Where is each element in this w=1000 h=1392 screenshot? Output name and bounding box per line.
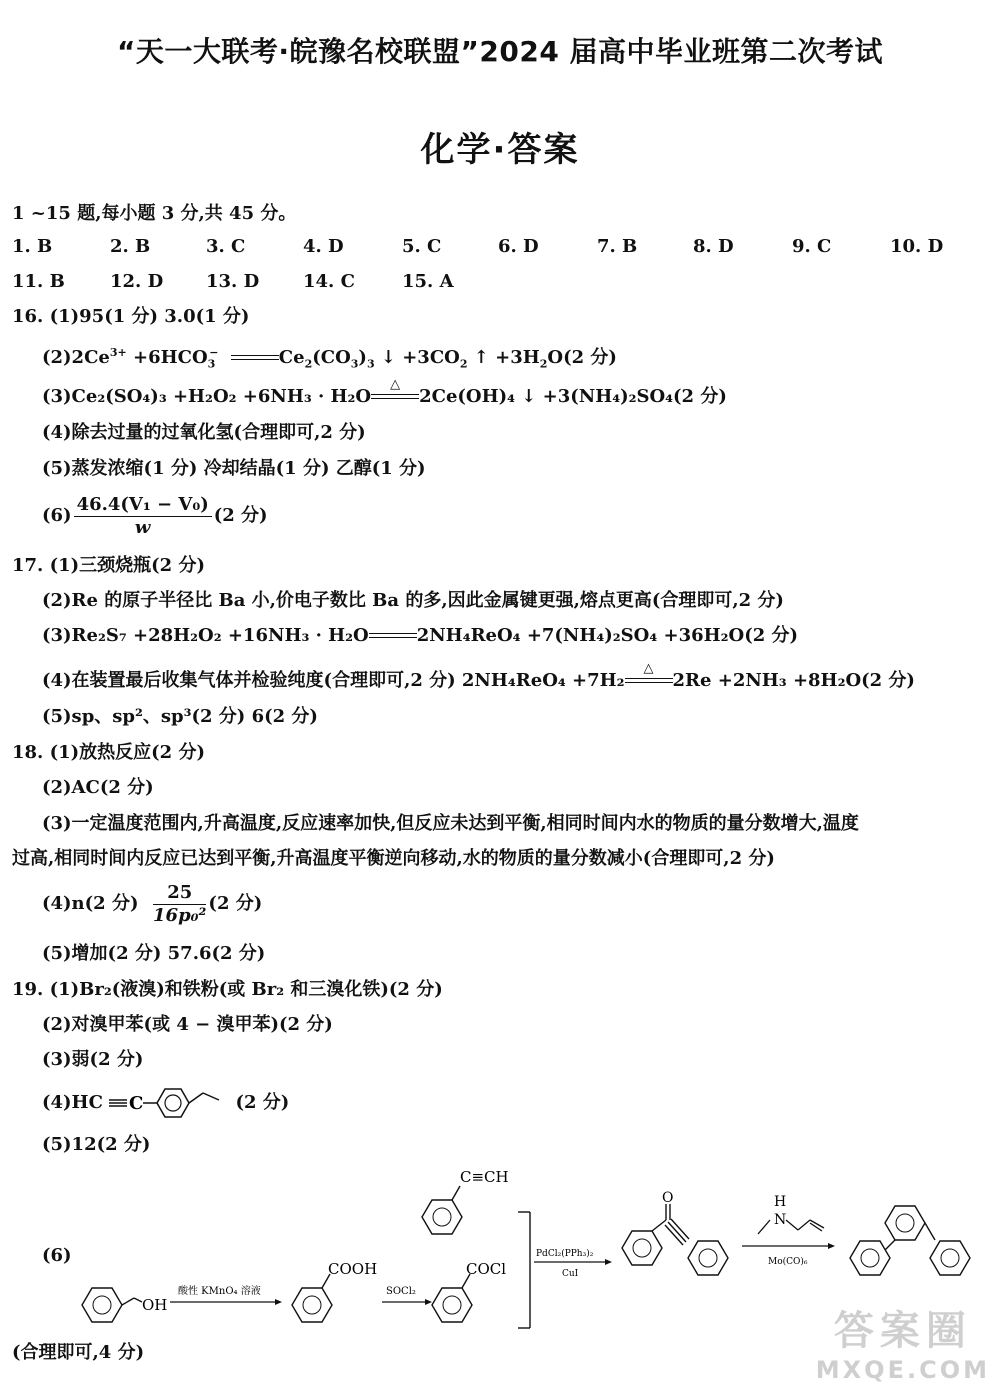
mc-intro: 1 ~15 题,每小题 3 分,共 45 分。: [12, 203, 297, 224]
equals-arrow-icon: [231, 353, 279, 363]
benzyl-alcohol-structure: [82, 1288, 167, 1322]
watermark-logo: 答案圈 MXQE.COM: [815, 1308, 990, 1384]
q17-part2: (2)Re 的原子半径比 Ba 小,价电子数比 Ba 的多,因此金属键更强,熔点更高(合理即可,2 分): [42, 590, 784, 611]
mc-answer: 3. C: [206, 236, 246, 257]
amine-h-label: H: [774, 1194, 787, 1210]
q19-part1: 19. (1)Br₂(液溴)和铁粉(或 Br₂ 和三溴化铁)(2 分): [12, 979, 443, 1000]
q18-part2: (2)AC(2 分): [42, 777, 154, 798]
m-terphenyl-structure: [850, 1206, 970, 1275]
q16-part3: (3)Ce₂(SO₄)₃ +H₂O₂ +6NH₃ · H₂O △ 2Ce(OH)₄ ↓ +3(NH₄)₂SO₄(2 分): [42, 377, 727, 407]
q18-part4: (4)n(2 分) $\frac{25}{\text{16p₀²}}$ (2 分): [42, 881, 263, 926]
fraction: $\frac{25}{\text{16p₀²}}$: [153, 881, 207, 926]
reaction-arrow-1: [170, 1284, 282, 1305]
phenylacetylene-structure: [422, 1168, 509, 1234]
q17-part1: 17. (1)三颈烧瓶(2 分): [12, 555, 205, 576]
mc-answer: 5. C: [402, 236, 442, 257]
q18-part3b: 过高,相同时间内反应已达到平衡,升高温度平衡逆向移动,水的物质的量分数减小(合理即可,2 分): [12, 848, 775, 869]
equals-arrow-icon: [369, 631, 417, 641]
mc-answer: 14. C: [303, 271, 355, 292]
catalyst-cui: CuI: [562, 1269, 579, 1279]
mc-answer: 4. D: [303, 236, 344, 257]
reagent-socl2: SOCl₂: [386, 1286, 416, 1297]
reagent-kmno4: 酸性 KMnO₄ 溶液: [178, 1286, 261, 1297]
benzoyl-chloride-structure: [432, 1260, 506, 1322]
cocl-label: COCl: [466, 1260, 507, 1278]
mc-answer: 2. B: [110, 236, 151, 257]
reagent-bracket: [518, 1212, 530, 1328]
mc-answer: 8. D: [693, 236, 734, 257]
cooh-label: COOH: [328, 1260, 378, 1278]
mc-answer: 13. D: [206, 271, 260, 292]
heat-arrow-icon: △: [625, 676, 673, 686]
q17-part5: (5)sp、sp²、sp³(2 分) 6(2 分): [42, 706, 318, 727]
reaction-arrow-4: [742, 1194, 835, 1267]
q19-part4: (4)HC C (2 分): [42, 1088, 289, 1118]
q18-part3a: (3)一定温度范围内,升高温度,反应速率加快,但反应未达到平衡,相同时间内水的物质的量分数增大,温度: [42, 813, 859, 834]
catalyst-pd: PdCl₂(PPh₃)₂: [536, 1249, 594, 1259]
reagent-moco: Mo(CO)₆: [768, 1257, 808, 1267]
amine-n-label: N: [774, 1212, 787, 1228]
mc-answer: 6. D: [498, 236, 539, 257]
heat-arrow-icon: △: [371, 392, 419, 402]
page-subtitle: 化学·答案: [420, 130, 580, 170]
alkyne-benzene-ethyl-structure: [109, 1088, 229, 1118]
q16-part4: (4)除去过量的过氧化氢(合理即可,2 分): [42, 422, 366, 443]
page-title: “天一大联考·皖豫名校联盟”2024 届高中毕业班第二次考试: [116, 35, 884, 68]
alkyne-label: C≡CH: [460, 1168, 509, 1186]
q17-part4: (4)在装置最后收集气体并检验纯度(合理即可,2 分) 2NH₄ReO₄ +7H₂ △ 2Re +2NH₃ +8H₂O(2 分): [42, 661, 915, 691]
q16-part5: (5)蒸发浓缩(1 分) 冷却结晶(1 分) 乙醇(1 分): [42, 458, 426, 479]
q19-part3: (3)弱(2 分): [42, 1049, 144, 1070]
oh-label: OH: [142, 1296, 168, 1314]
ketone-o-label: O: [662, 1190, 674, 1206]
q19-part2: (2)对溴甲苯(或 4 − 溴甲苯)(2 分): [42, 1014, 333, 1035]
q18-part5: (5)增加(2 分) 57.6(2 分): [42, 943, 266, 964]
q18-part1: 18. (1)放热反应(2 分): [12, 742, 205, 763]
mc-answer: 10. D: [890, 236, 944, 257]
carbon-label: C: [129, 1093, 144, 1114]
mc-answer: 15. A: [402, 271, 454, 292]
mc-answer: 12. D: [110, 271, 164, 292]
benzoic-acid-structure: [292, 1260, 377, 1322]
reaction-arrow-3: [534, 1248, 612, 1279]
q16-part6: (6) $\frac{\text{46.4(V₁ − V₀)}}{w}$ (2 分): [42, 493, 268, 538]
q19-part6-label: (6): [42, 1245, 72, 1266]
q19-part5: (5)12(2 分): [42, 1134, 151, 1155]
fraction: $\frac{\text{46.4(V₁ − V₀)}}{w}$: [74, 494, 212, 539]
mc-answer: 9. C: [792, 236, 832, 257]
q16-part1: 16. (1)95(1 分) 3.0(1 分): [12, 306, 250, 327]
mc-answer: 1. B: [12, 236, 53, 257]
q19-part6-note: (合理即可,4 分): [12, 1342, 145, 1363]
q16-part2: $(2)2Ce^{3+} +6HCO_3^-$ $Ce_2(CO_3)_3$ ↓ $+3CO_2$ ↑ $+3H_2O(2$ 分): [42, 346, 617, 371]
mc-answer: 7. B: [597, 236, 638, 257]
ynone-structure: [622, 1190, 728, 1275]
q17-part3: (3)Re₂S₇ +28H₂O₂ +16NH₃ · H₂O 2NH₄ReO₄ +7(NH₄)₂SO₄ +36H₂O(2 分): [42, 625, 799, 646]
mc-answer: 11. B: [12, 271, 65, 292]
reaction-arrow-2: [382, 1286, 432, 1305]
